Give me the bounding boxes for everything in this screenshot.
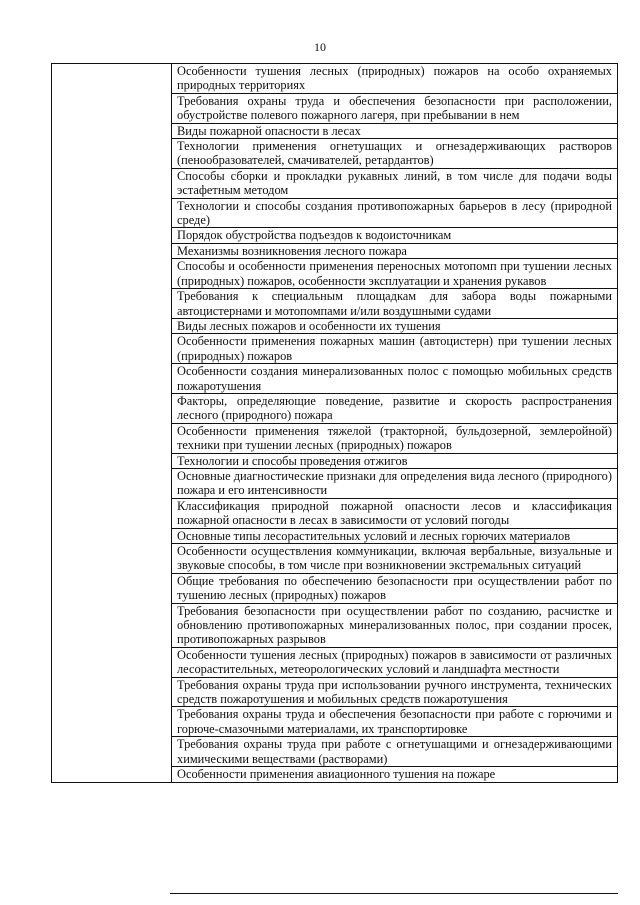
row-text: Общие требования по обеспечению безопасности при осуществлении работ по тушению лесных (природных) пожаров <box>172 573 618 603</box>
row-text: Особенности применения авиационного тушения на пожаре <box>172 767 618 782</box>
row-text: Основные типы лесорастительных условий и лесных горючих материалов <box>172 528 618 543</box>
table-body <box>52 64 618 783</box>
row-text: Требования охраны труда при использовании ручного инструмента, технических средств пожаротушения и мобильных средств пожаротушения <box>172 677 618 707</box>
table-row <box>52 64 618 94</box>
row-text: Механизмы возникновения лесного пожара <box>172 243 618 258</box>
row-text: Классификация природной пожарной опасности лесов и классификация пожарной опасности в лесах в зависимости от условий погоды <box>172 498 618 528</box>
row-text: Требования охраны труда при работе с огнетушащими и огнезадерживающими химическими веществами (растворами) <box>172 737 618 767</box>
row-text: Факторы, определяющие поведение, развитие и скорость распространения лесного (природного) пожара <box>172 393 618 423</box>
row-text: Особенности создания минерализованных полос с помощью мобильных средств пожаротушения <box>172 364 618 394</box>
row-text: Особенности тушения лесных (природных) пожаров на особо охраняемых природных территориях <box>172 64 618 94</box>
row-text: Особенности тушения лесных (природных) пожаров в зависимости от различных лесорастительных, метеорологических условий и ландшафта местности <box>172 647 618 677</box>
row-text: Порядок обустройства подъездов к водоисточникам <box>172 228 618 243</box>
row-text: Способы и особенности применения переносных мотопомп при тушении лесных (природных) пожаров, особенности эксплуатации и хранения рукавов <box>172 259 618 289</box>
row-text: Технологии и способы создания противопожарных барьеров в лесу (природной среде) <box>172 198 618 228</box>
row-text: Требования безопасности при осуществлении работ по созданию, расчистке и обновлению противопожарных минерализованных полос, при создании просек, противопожарных разрывов <box>172 603 618 647</box>
row-text: Технологии и способы проведения отжигов <box>172 453 618 468</box>
bottom-rule <box>170 893 618 894</box>
row-text: Требования охраны труда и обеспечения безопасности при работе с горючими и горюче-смазочными материалами, их транспортировке <box>172 707 618 737</box>
row-text: Виды пожарной опасности в лесах <box>172 123 618 138</box>
row-text: Виды лесных пожаров и особенности их тушения <box>172 318 618 333</box>
row-text: Технологии применения огнетушащих и огнезадерживающих растворов (пенообразователей, смачивателей, ретардантов) <box>172 139 618 169</box>
page-number: 10 <box>314 40 326 54</box>
row-text: Способы сборки и прокладки рукавных линий, в том числе для подачи воды эстафетным методом <box>172 168 618 198</box>
row-text: Основные диагностические признаки для определения вида лесного (природного) пожара и его интенсивности <box>172 468 618 498</box>
row-text: Требования к специальным площадкам для забора воды пожарными автоцистернами и мотопомпами и/или воздушными судами <box>172 289 618 319</box>
row-text: Особенности применения тяжелой (тракторной, бульдозерной, землеройной) техники при тушении лесных (природных) пожаров <box>172 423 618 453</box>
row-text: Требования охраны труда и обеспечения безопасности при расположении, обустройстве полевого пожарного лагеря, при пребывании в нем <box>172 93 618 123</box>
row-text: Особенности применения пожарных машин (автоцистерн) при тушении лесных (природных) пожаров <box>172 334 618 364</box>
requirements-table <box>51 63 618 783</box>
left-column-cell <box>52 64 172 783</box>
row-text: Особенности осуществления коммуникации, включая вербальные, визуальные и звуковые способы, в том числе при возникновении экстремальных ситуаций <box>172 544 618 574</box>
